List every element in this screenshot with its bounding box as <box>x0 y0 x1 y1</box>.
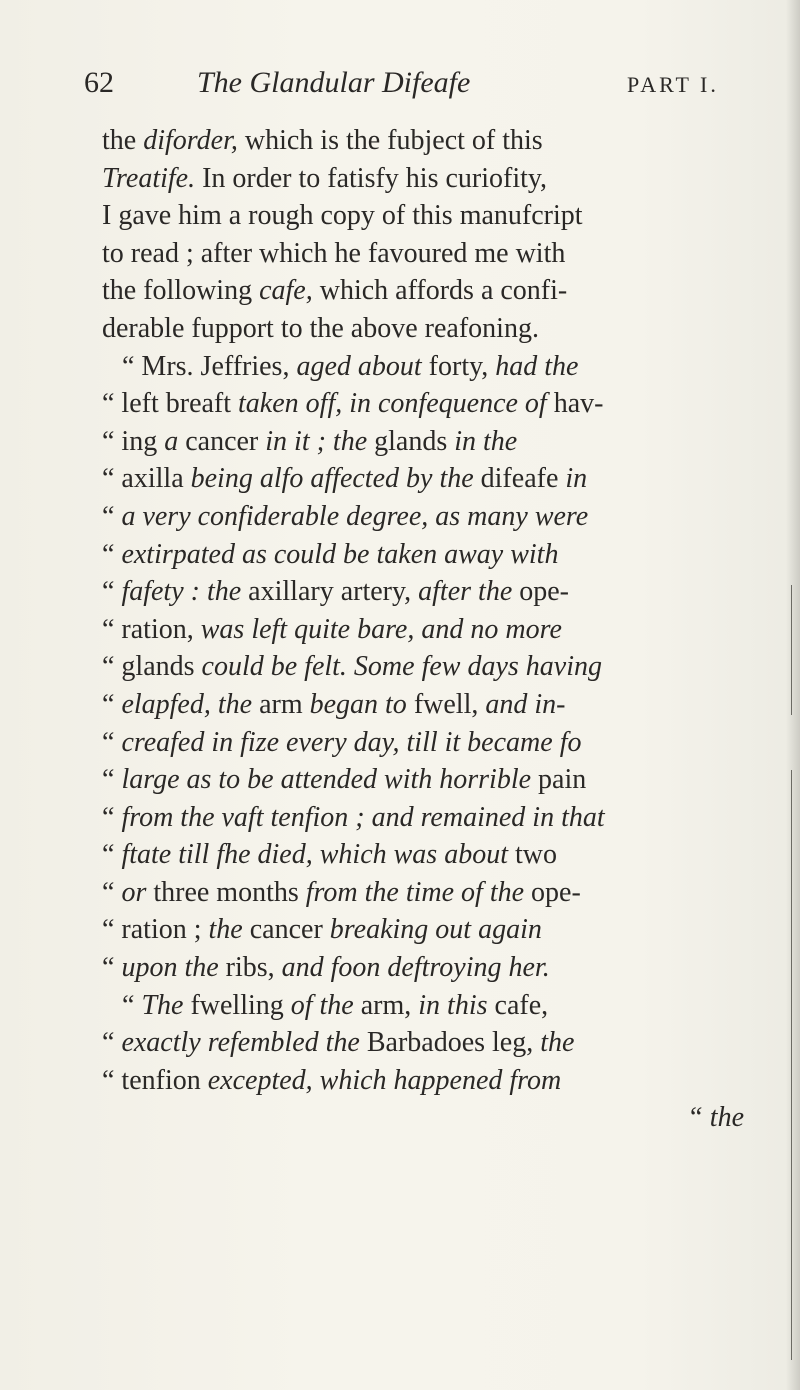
text-line <box>102 874 762 912</box>
text-run: axillary artery, <box>241 576 419 608</box>
text-line <box>102 1062 762 1100</box>
italic-run: exactly refembled the <box>121 1027 360 1059</box>
text-run: cancer <box>242 914 330 946</box>
text-run: “ <box>102 952 122 984</box>
italic-run: upon the <box>121 952 219 984</box>
text-run: “ tenfion <box>102 1064 208 1096</box>
text-run: cafe, <box>487 989 549 1021</box>
italic-run: in the <box>454 425 518 457</box>
italic-run: creafed in fize every day, till it became fo <box>121 726 582 758</box>
text-line <box>102 836 762 874</box>
text-run: “ <box>122 989 142 1021</box>
italic-run: a very confiderable degree, as many were <box>121 500 589 532</box>
text-run: cancer <box>178 425 266 457</box>
text-run: ribs, <box>218 952 282 984</box>
italic-run: from the vaft tenfion ; and remained in that <box>121 801 605 833</box>
part-label: PART I. <box>627 72 719 97</box>
text-run: “ <box>102 1027 122 1059</box>
italic-run: fafety : the <box>121 576 242 608</box>
italic-run: was left quite bare, and no more <box>200 613 562 645</box>
italic-run: cafe, <box>259 275 313 307</box>
text-run: two <box>507 839 557 871</box>
italic-run: diforder, <box>143 125 238 156</box>
text-run: I gave him a rough copy of this manufcript <box>102 200 583 232</box>
text-line <box>102 460 762 498</box>
text-run: arm, <box>353 989 419 1021</box>
text-run: derable fupport to the above reafoning. <box>102 312 539 344</box>
text-run: “ <box>102 764 122 796</box>
text-run: to read ; after which he favoured me with <box>102 237 566 269</box>
text-run: “ <box>102 500 122 532</box>
text-run: “ ing <box>102 425 165 457</box>
text-run: “ glands <box>102 651 202 683</box>
italic-run: extirpated as could be taken away with <box>121 538 559 570</box>
text-line <box>102 911 762 949</box>
text-line <box>102 160 762 198</box>
text-run: In order to fatisfy his curiofity, <box>195 162 548 194</box>
text-run: three months <box>146 876 306 908</box>
italic-run: and in- <box>485 688 566 720</box>
text-line <box>102 310 762 348</box>
text-run: arm <box>252 688 310 720</box>
text-line <box>102 686 762 724</box>
catchword-text: “ the <box>687 1102 744 1134</box>
text-line <box>102 385 762 423</box>
text-run: “ left breaft <box>102 388 239 420</box>
text-line <box>102 799 762 837</box>
italic-run: began to <box>309 688 407 720</box>
italic-run: the <box>540 1027 575 1059</box>
text-run: Barbadoes leg, <box>359 1027 541 1059</box>
italic-run: in this <box>418 989 488 1021</box>
text-line <box>102 423 762 461</box>
text-line <box>102 272 762 310</box>
text-run: fwelling <box>183 989 291 1021</box>
italic-run: elapfed, the <box>121 688 253 720</box>
running-header <box>84 62 774 112</box>
italic-run: The <box>141 989 184 1021</box>
text-run: “ ration, <box>102 613 201 645</box>
page-edge-shadow <box>786 0 800 1390</box>
text-line <box>102 1024 762 1062</box>
text-run: “ <box>102 839 122 871</box>
italic-run: in it ; the <box>265 425 368 457</box>
text-run: ope- <box>512 576 570 608</box>
text-run: hav- <box>546 388 604 420</box>
italic-run: large as to be attended with horrible <box>121 764 532 796</box>
text-run: “ <box>102 576 122 608</box>
italic-run: excepted, which happened from <box>207 1064 562 1096</box>
text-run: “ <box>102 801 122 833</box>
text-line <box>102 949 762 987</box>
italic-run: after the <box>418 576 513 608</box>
italic-run: ftate till fhe died, which was about <box>121 839 508 871</box>
body-text <box>102 122 762 1137</box>
italic-run: a <box>164 425 179 457</box>
text-run: “ axilla <box>102 463 191 495</box>
text-line <box>102 197 762 235</box>
italic-run: had the <box>495 350 579 382</box>
catchword <box>102 1099 762 1137</box>
page-edge-line <box>791 770 792 1360</box>
running-title: The Glandular Difeafe <box>197 66 471 99</box>
text-run: which affords a confi- <box>312 275 568 307</box>
italic-run: from the time of the <box>305 876 525 908</box>
italic-run: could be felt. Some few days having <box>201 651 602 683</box>
text-line <box>102 348 762 386</box>
italic-run: of the <box>290 989 354 1021</box>
italic-run: Treatife. <box>102 162 196 194</box>
italic-run: and foon deftroying her. <box>281 952 550 984</box>
text-run: “ <box>102 688 122 720</box>
page-number: 62 <box>84 66 114 99</box>
italic-run: breaking out again <box>329 914 542 946</box>
text-run: fwell, <box>406 688 486 720</box>
italic-run: taken off, in confequence of <box>238 388 547 420</box>
text-line <box>102 235 762 273</box>
page-edge-line <box>791 585 792 715</box>
text-line <box>102 648 762 686</box>
italic-run: aged about <box>296 350 422 382</box>
italic-run: the <box>208 914 243 946</box>
text-run: “ <box>102 538 122 570</box>
text-run: which is the fubject of this <box>237 125 543 156</box>
text-run: forty, <box>421 350 496 382</box>
text-run: “ Mrs. Jeffries, <box>122 350 297 382</box>
text-line <box>102 573 762 611</box>
text-line <box>102 987 762 1025</box>
text-run: “ ration ; <box>102 914 209 946</box>
text-run: difeafe <box>473 463 566 495</box>
text-line <box>102 498 762 536</box>
text-run: glands <box>367 425 455 457</box>
italic-run: being alfo affected by the <box>190 463 474 495</box>
italic-run: or <box>121 876 147 908</box>
italic-run: in <box>565 463 588 495</box>
text-run: “ <box>102 876 122 908</box>
text-line <box>102 611 762 649</box>
text-line <box>102 536 762 574</box>
text-run: ope- <box>524 876 581 908</box>
text-line <box>102 724 762 762</box>
text-run: “ <box>102 726 122 758</box>
text-line <box>102 122 762 160</box>
text-run: the following <box>102 275 260 307</box>
text-line <box>102 761 762 799</box>
text-run: pain <box>531 764 587 796</box>
text-run: the <box>102 125 144 156</box>
